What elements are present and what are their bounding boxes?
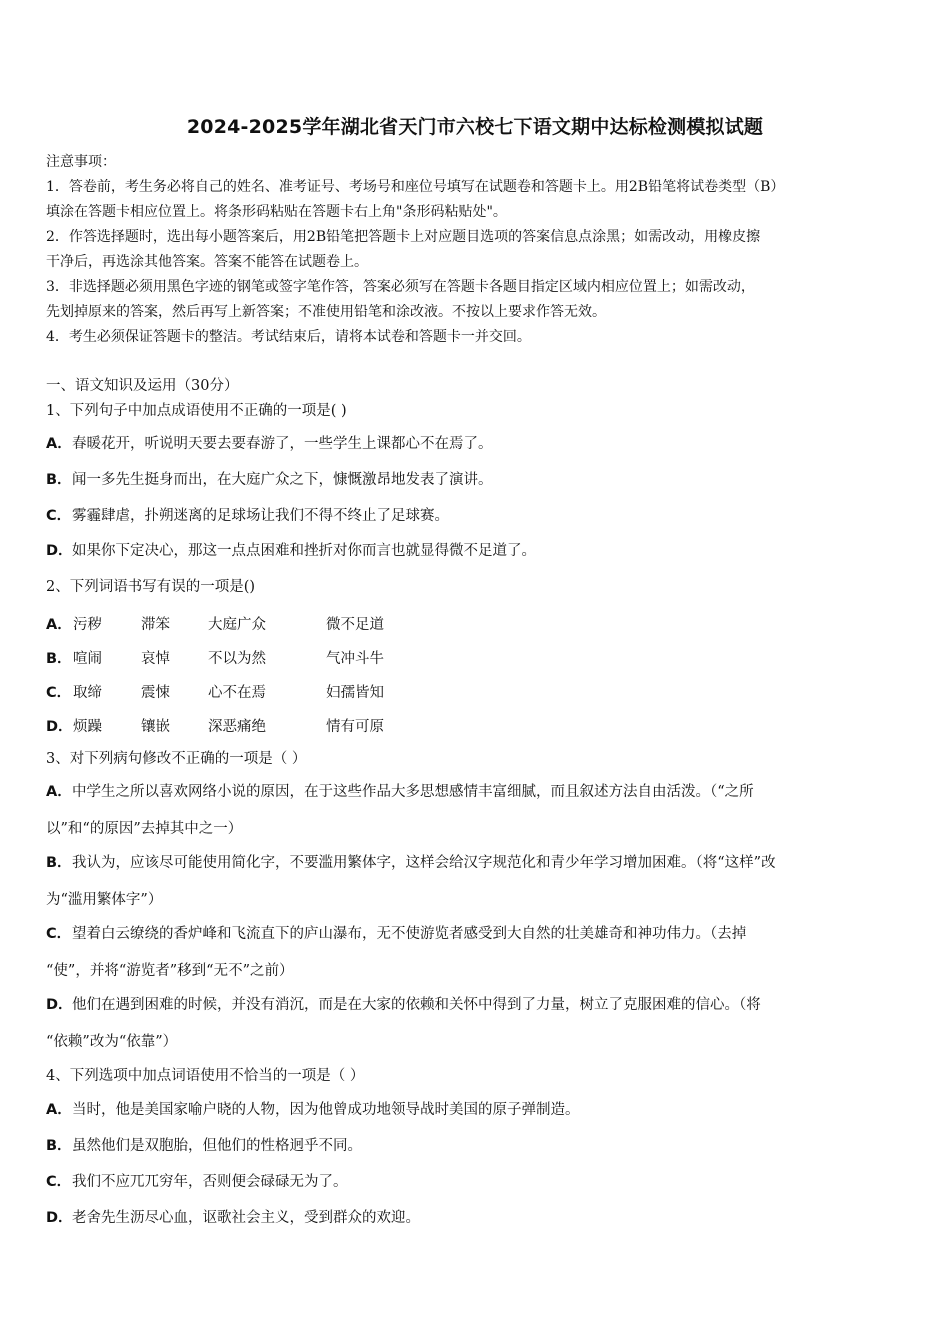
- option-letter: C．: [46, 1174, 72, 1190]
- q2-word: 哀悼: [141, 651, 170, 667]
- q3-line: [46, 890, 162, 910]
- q1-option-a: [46, 434, 493, 454]
- option-letter: A．: [46, 1102, 72, 1118]
- notice-line: 先划掉原来的答案，然后再写上新答案；不准使用铅笔和涂改液。不按以上要求作答无效。: [46, 304, 606, 320]
- option-text: 望着白云缭绕的香炉峰和飞流直下的庐山瀑布，无不使游览者感受到大自然的壮美雄奇和神功伟力。（去掉: [72, 926, 747, 942]
- q4-option-d: [46, 1208, 420, 1228]
- option-text: 雾霾肆虐，扑朔迷离的足球场让我们不得不终止了足球赛。: [72, 508, 449, 524]
- notice-line: 干净后，再选涂其他答案。答案不能答在试题卷上。: [46, 254, 368, 270]
- option-letter: D．: [46, 1210, 73, 1226]
- option-letter: C．: [46, 508, 72, 524]
- option-text: 闻一多先生挺身而出，在大庭广众之下，慷慨激昂地发表了演讲。: [72, 472, 493, 488]
- option-text: 以”和“的原因”去掉其中之一）: [46, 821, 243, 837]
- q2-row-a-letter: [46, 613, 72, 634]
- q2-word: 不以为然: [208, 651, 266, 667]
- option-letter: D．: [46, 719, 73, 735]
- option-text: 为“滥用繁体字”）: [46, 892, 163, 908]
- q1-option-d: [46, 541, 536, 561]
- q2-word: 烦躁: [73, 719, 102, 735]
- option-text: 我们不应兀兀穷年，否则便会碌碌无为了。: [72, 1174, 348, 1190]
- q4-option-a: [46, 1100, 580, 1120]
- option-letter: B．: [46, 1138, 72, 1154]
- question-4-stem: 4、下列选项中加点词语使用不恰当的一项是（ ）: [46, 1068, 365, 1084]
- q2-word: 污秽: [73, 617, 102, 633]
- q2-word: 大庭广众: [208, 617, 266, 633]
- q1-option-b: [46, 470, 493, 490]
- question-3-stem: 3、对下列病句修改不正确的一项是（ ）: [46, 751, 307, 767]
- q2-row-b-letter: [46, 647, 72, 668]
- option-text: 老舍先生沥尽心血，讴歌社会主义，受到群众的欢迎。: [72, 1210, 420, 1226]
- option-letter: B．: [46, 855, 72, 871]
- option-letter: C．: [46, 685, 72, 701]
- option-text: 虽然他们是双胞胎，但他们的性格迥乎不同。: [72, 1138, 362, 1154]
- option-letter: A．: [46, 784, 72, 800]
- q4-option-b: [46, 1136, 362, 1156]
- q3-line: [46, 853, 776, 873]
- option-text: “依赖”改为“依靠”）: [46, 1034, 178, 1050]
- notice-line: 2．作答选择题时，选出每小题答案后，用2B铅笔把答题卡上对应题目选项的答案信息点涂黑；如需改动，用橡皮擦: [46, 229, 761, 245]
- option-letter: B．: [46, 472, 72, 488]
- q3-line: [46, 782, 754, 802]
- q2-word: 震悚: [141, 685, 170, 701]
- q1-option-c: [46, 506, 449, 526]
- option-text: 春暖花开，听说明天要去要春游了，一些学生上课都心不在焉了。: [72, 436, 493, 452]
- option-letter: D．: [46, 543, 73, 559]
- q2-word: 镶嵌: [141, 719, 170, 735]
- q2-row-c-letter: [46, 681, 72, 702]
- option-text: “使”，并将“游览者”移到“无不”之前）: [46, 963, 294, 979]
- q3-line: [46, 995, 761, 1015]
- option-text: 他们在遇到困难的时候，并没有消沉，而是在大家的依赖和关怀中得到了力量，树立了克服困难的信心。（将: [72, 997, 761, 1013]
- page-title: 2024-2025学年湖北省天门市六校七下语文期中达标检测模拟试题: [186, 116, 764, 138]
- q2-word: 取缔: [73, 685, 102, 701]
- q2-row-d-letter: [46, 715, 72, 736]
- option-letter: A．: [46, 617, 72, 633]
- question-1-stem: 1、下列句子中加点成语使用不正确的一项是( ): [46, 403, 347, 419]
- q3-line: [46, 924, 746, 944]
- question-2-stem: 2、下列词语书写有误的一项是(): [46, 579, 256, 595]
- q2-word: 微不足道: [326, 617, 384, 633]
- q4-option-c: [46, 1172, 348, 1192]
- option-text: 中学生之所以喜欢网络小说的原因，在于这些作品大多思想感情丰富细腻，而且叙述方法自由活泼。（“之所: [72, 784, 754, 800]
- option-text: 当时，他是美国家喻户晓的人物，因为他曾成功地领导战时美国的原子弹制造。: [72, 1102, 580, 1118]
- notice-line: 3．非选择题必须用黑色字迹的钢笔或签字笔作答，答案必须写在答题卡各题目指定区域内相应位置上；如需改动，: [46, 279, 755, 295]
- q2-word: 心不在焉: [208, 685, 266, 701]
- q2-word: 滞笨: [141, 617, 170, 633]
- option-letter: D．: [46, 997, 73, 1013]
- q2-word: 情有可原: [326, 719, 384, 735]
- q3-line: [46, 819, 242, 839]
- option-text: 如果你下定决心，那这一点点困难和挫折对你而言也就显得微不足道了。: [72, 543, 536, 559]
- q2-word: 妇孺皆知: [326, 685, 384, 701]
- q3-line: [46, 961, 293, 981]
- notice-line: 1．答卷前，考生务必将自己的姓名、准考证号、考场号和座位号填写在试题卷和答题卡上。用2B铅笔将试卷类型（B）: [46, 179, 785, 195]
- option-letter: C．: [46, 926, 72, 942]
- notice-line: 4．考生必须保证答题卡的整洁。考试结束后，请将本试卷和答题卡一并交回。: [46, 329, 531, 345]
- q3-line: [46, 1032, 177, 1052]
- option-text: 我认为，应该尽可能使用简化字，不要滥用繁体字，这样会给汉字规范化和青少年学习增加困难。（将“这样”改: [72, 855, 776, 871]
- section-heading: 一、语文知识及运用（30分）: [46, 378, 239, 394]
- notice-line: 填涂在答题卡相应位置上。将条形码粘贴在答题卡右上角"条形码粘贴处"。: [46, 204, 507, 220]
- notice-heading: 注意事项：: [46, 154, 116, 170]
- q2-word: 气冲斗牛: [326, 651, 384, 667]
- option-letter: A．: [46, 436, 72, 452]
- q2-word: 喧闹: [73, 651, 102, 667]
- option-letter: B．: [46, 651, 72, 667]
- q2-word: 深恶痛绝: [208, 719, 266, 735]
